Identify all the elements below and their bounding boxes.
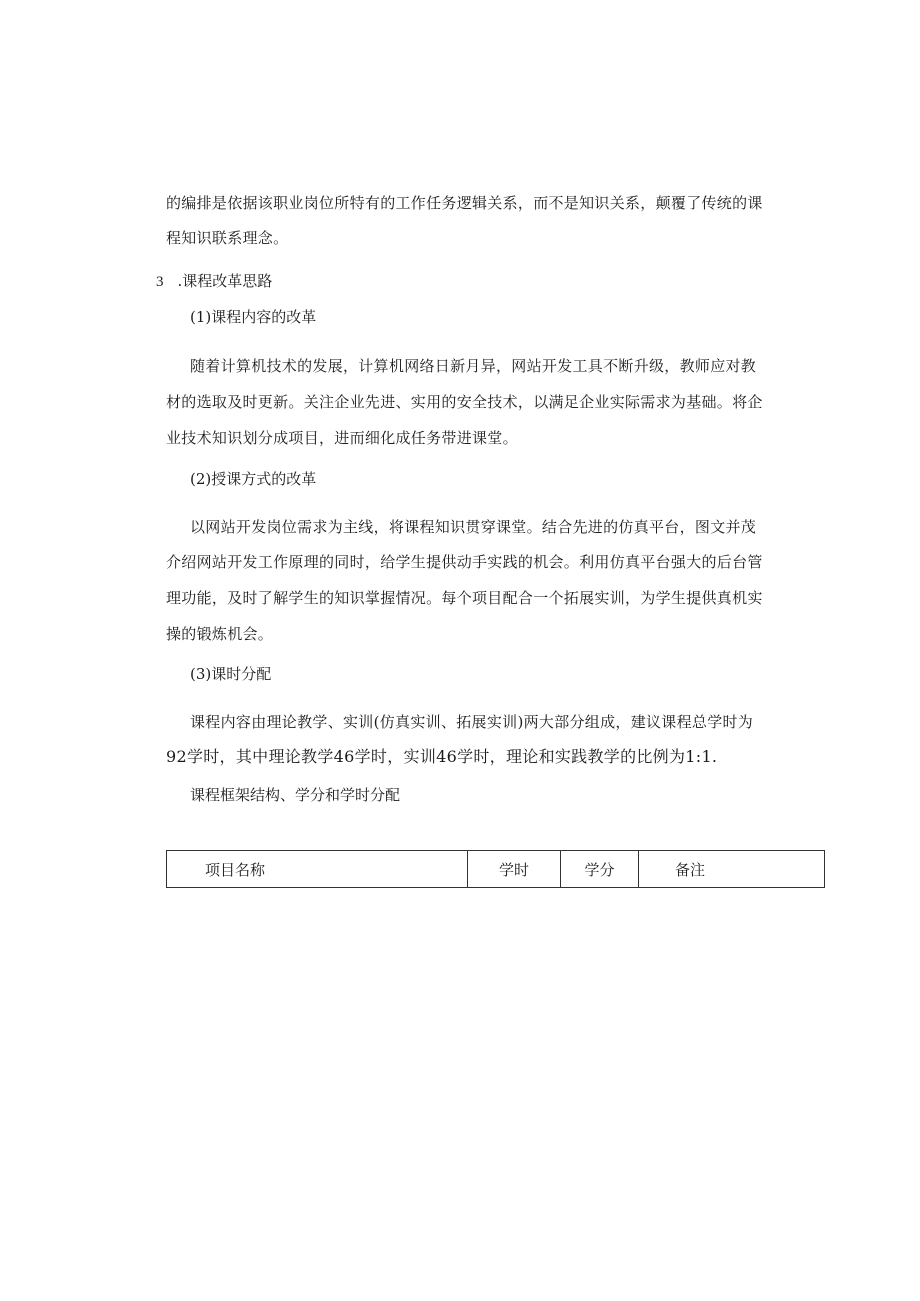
paragraph-line: 材的选取及时更新。关注企业先进、实用的安全技术，以满足企业实际需求为基础。将企 — [166, 393, 763, 411]
header-remarks: 备注 — [639, 851, 825, 888]
subheading-teaching-reform: (2)授课方式的改革 — [190, 470, 317, 488]
table-caption: 课程框架结构、学分和学时分配 — [190, 786, 401, 804]
section-number: 3 — [156, 274, 164, 290]
header-credits: 学分 — [561, 851, 639, 888]
paragraph-line: 操的锻炼机会。 — [166, 625, 274, 643]
table-header-row — [167, 851, 825, 888]
subheading-hours-allocation: (3)课时分配 — [190, 665, 272, 683]
intro-line-2: 程知识联系理念。 — [166, 229, 289, 247]
paragraph-line: 随着计算机技术的发展，计算机网络日新月异，网站开发工具不断升级，教师应对教 — [190, 357, 757, 375]
course-framework-table — [166, 850, 825, 888]
paragraph-line: 介绍网站开发工作原理的同时，给学生提供动手实践的机会。利用仿真平台强大的后台管 — [166, 553, 763, 571]
section-heading — [156, 271, 272, 292]
intro-line-1: 的编排是依据该职业岗位所特有的工作任务逻辑关系，而不是知识关系，颠覆了传统的课 — [166, 194, 763, 212]
header-project-name: 项目名称 — [167, 851, 468, 888]
paragraph-line: 课程内容由理论教学、实训(仿真实训、拓展实训)两大部分组成，建议课程总学时为 — [190, 713, 754, 731]
paragraph-line: 业技术知识划分成项目，进而细化成任务带进课堂。 — [166, 429, 518, 447]
paragraph-line: 理功能，及时了解学生的知识掌握情况。每个项目配合一个拓展实训，为学生提供真机实 — [166, 589, 763, 607]
section-title: .课程改革思路 — [177, 272, 273, 290]
header-class-hours: 学时 — [468, 851, 561, 888]
subheading-content-reform: (1)课程内容的改革 — [190, 308, 317, 326]
paragraph-line: 92学时，其中理论教学46学时，实训46学时，理论和实践教学的比例为1:1. — [166, 747, 718, 766]
paragraph-line: 以网站开发岗位需求为主线，将课程知识贯穿课堂。结合先进的仿真平台，图文并茂 — [190, 518, 757, 536]
